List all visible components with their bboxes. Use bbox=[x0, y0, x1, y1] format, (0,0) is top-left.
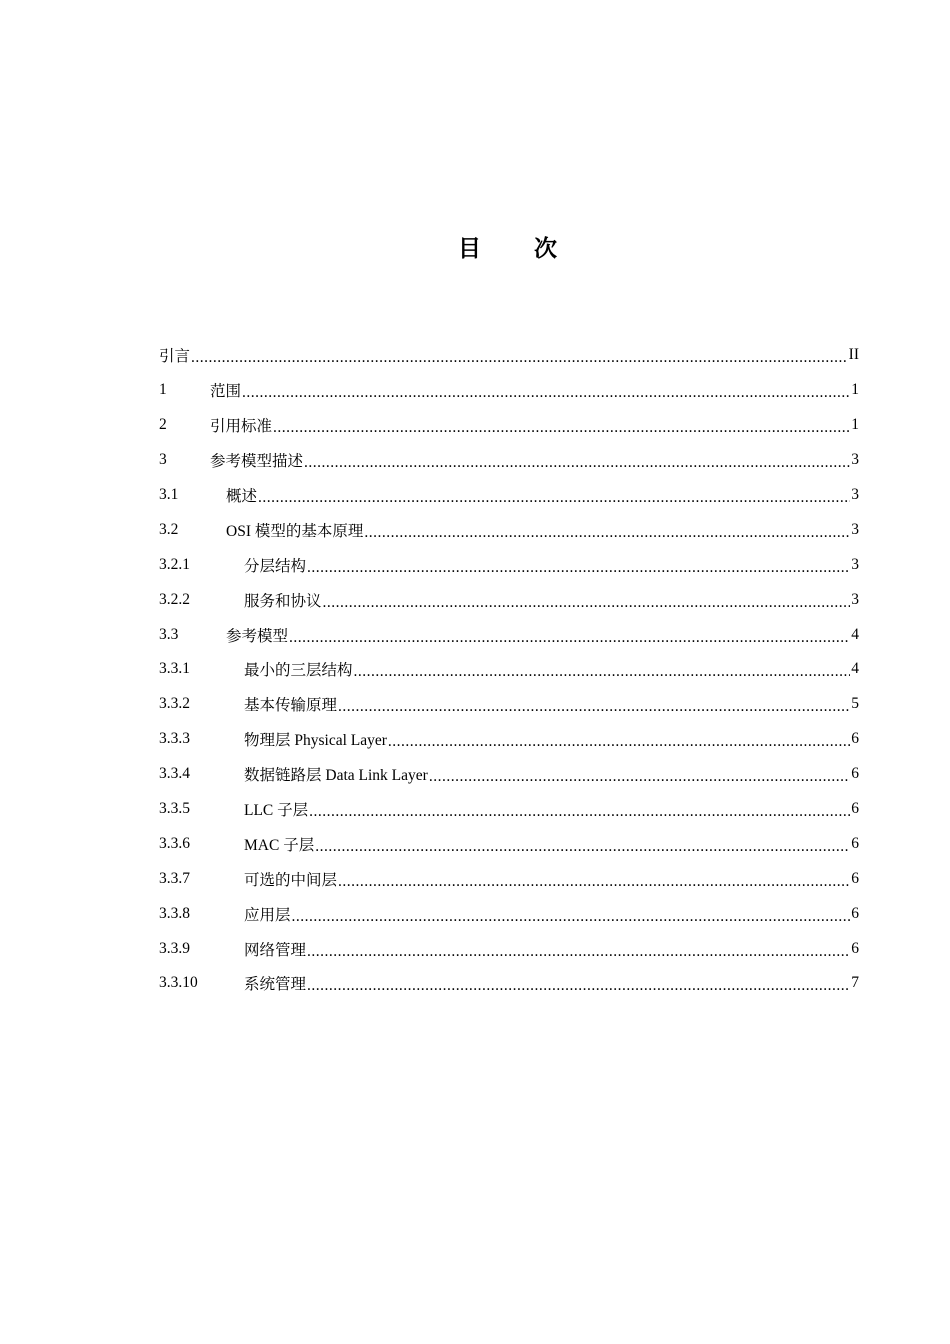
toc-entry-title: 最小的三层结构 bbox=[244, 662, 353, 680]
toc-dot-leader bbox=[191, 349, 848, 367]
toc-entry-page: 6 bbox=[851, 904, 859, 922]
toc-entry-title: 可选的中间层 bbox=[244, 871, 338, 889]
toc-entry[interactable] bbox=[159, 408, 859, 443]
toc-entry[interactable] bbox=[159, 652, 859, 687]
toc-entry-number: 3.3.6 bbox=[159, 834, 190, 852]
toc-entry-page: 3 bbox=[851, 520, 859, 538]
toc-entry-page: 5 bbox=[851, 695, 859, 713]
toc-entry[interactable] bbox=[159, 757, 859, 792]
toc-entry-page: 6 bbox=[851, 834, 859, 852]
toc-entry[interactable] bbox=[159, 443, 859, 478]
toc-entry-title: MAC 子层 bbox=[244, 836, 315, 854]
toc-entry-number: 3.2 bbox=[159, 520, 179, 538]
toc-entry-title: 引言 bbox=[159, 348, 191, 366]
toc-dot-leader bbox=[307, 559, 850, 577]
toc-entry-page: 6 bbox=[851, 765, 859, 783]
toc-entry[interactable] bbox=[159, 861, 859, 896]
toc-entry-page: 6 bbox=[851, 800, 859, 818]
toc-entry-number: 3.3.2 bbox=[159, 695, 190, 713]
table-of-contents bbox=[159, 338, 859, 1001]
toc-dot-leader bbox=[309, 803, 850, 821]
toc-entry-title: 参考模型描述 bbox=[210, 453, 304, 471]
toc-entry-page: 3 bbox=[851, 555, 859, 573]
toc-entry-number: 3.3.9 bbox=[159, 939, 190, 957]
title-char-2: 次 bbox=[534, 236, 557, 262]
title-char-1: 目 bbox=[458, 236, 481, 262]
toc-entry-number: 3.3.8 bbox=[159, 904, 190, 922]
toc-dot-leader bbox=[289, 629, 850, 647]
toc-entry-title: 应用层 bbox=[244, 906, 291, 924]
toc-dot-leader bbox=[292, 908, 851, 926]
toc-entry[interactable] bbox=[159, 338, 859, 373]
toc-entry-title: 网络管理 bbox=[244, 941, 307, 959]
toc-entry-number: 3.2.1 bbox=[159, 555, 190, 573]
toc-dot-leader bbox=[364, 524, 850, 542]
toc-entry-page: 3 bbox=[851, 486, 859, 503]
toc-entry-number: 2 bbox=[159, 416, 167, 434]
toc-entry-title: 服务和协议 bbox=[244, 592, 322, 610]
toc-entry[interactable] bbox=[159, 966, 859, 1001]
toc-entry-page: 4 bbox=[851, 660, 859, 678]
toc-entry-number: 3.3.7 bbox=[159, 869, 190, 887]
toc-entry-title: 参考模型 bbox=[226, 627, 289, 645]
toc-dot-leader bbox=[338, 698, 850, 716]
toc-entry[interactable] bbox=[159, 373, 859, 408]
toc-entry-page: 1 bbox=[851, 381, 859, 399]
toc-entry-page: 6 bbox=[851, 869, 859, 887]
toc-entry[interactable] bbox=[159, 896, 859, 931]
toc-entry-page: 7 bbox=[851, 974, 859, 992]
toc-entry[interactable] bbox=[159, 687, 859, 722]
toc-entry-page: 4 bbox=[851, 625, 859, 643]
toc-entry-number: 3.3 bbox=[159, 625, 179, 643]
toc-entry-page: 6 bbox=[851, 939, 859, 957]
toc-dot-leader bbox=[388, 733, 850, 751]
toc-entry-title: OSI 模型的基本原理 bbox=[226, 522, 364, 540]
toc-entry-title: 引用标准 bbox=[210, 418, 273, 436]
toc-entry-page: 1 bbox=[851, 416, 859, 434]
toc-entry-page: II bbox=[848, 346, 859, 364]
toc-dot-leader bbox=[307, 977, 850, 995]
toc-entry[interactable] bbox=[159, 478, 859, 513]
toc-dot-leader bbox=[242, 384, 850, 402]
toc-entry-number: 3.3.4 bbox=[159, 765, 190, 783]
toc-entry-title: 数据链路层 Data Link Layer bbox=[244, 767, 428, 785]
toc-entry-page: 6 bbox=[851, 730, 859, 748]
toc-entry[interactable] bbox=[159, 722, 859, 757]
toc-dot-leader bbox=[354, 663, 851, 681]
toc-entry-title: 基本传输原理 bbox=[244, 697, 338, 715]
toc-dot-leader bbox=[273, 419, 850, 437]
toc-entry-title: 范围 bbox=[210, 383, 242, 401]
toc-entry[interactable] bbox=[159, 792, 859, 827]
toc-entry-number: 3.2.2 bbox=[159, 590, 190, 608]
toc-entry-number: 1 bbox=[159, 381, 167, 399]
toc-dot-leader bbox=[315, 838, 850, 856]
toc-dot-leader bbox=[304, 454, 850, 472]
toc-entry-title: 分层结构 bbox=[244, 557, 307, 575]
toc-entry[interactable] bbox=[159, 617, 859, 652]
toc-entry[interactable] bbox=[159, 931, 859, 966]
toc-entry[interactable] bbox=[159, 582, 859, 617]
toc-entry-title: 物理层 Physical Layer bbox=[244, 732, 387, 750]
toc-entry[interactable] bbox=[159, 826, 859, 861]
toc-entry-number: 3.3.10 bbox=[159, 974, 198, 992]
toc-dot-leader bbox=[323, 594, 851, 612]
toc-dot-leader bbox=[338, 873, 850, 891]
toc-dot-leader bbox=[258, 489, 850, 507]
toc-dot-leader bbox=[429, 768, 850, 786]
toc-entry[interactable] bbox=[159, 547, 859, 582]
toc-entry-number: 3.1 bbox=[159, 486, 179, 503]
toc-entry-title: LLC 子层 bbox=[244, 802, 309, 820]
toc-entry-number: 3.3.5 bbox=[159, 800, 190, 818]
toc-dot-leader bbox=[307, 943, 850, 961]
toc-entry[interactable] bbox=[159, 512, 859, 547]
toc-entry-title: 概述 bbox=[226, 488, 258, 505]
toc-entry-number: 3 bbox=[159, 451, 167, 469]
toc-entry-number: 3.3.3 bbox=[159, 730, 190, 748]
toc-entry-number: 3.3.1 bbox=[159, 660, 190, 678]
page-title bbox=[0, 232, 950, 266]
toc-entry-title: 系统管理 bbox=[244, 976, 307, 994]
toc-entry-page: 3 bbox=[851, 451, 859, 469]
toc-entry-page: 3 bbox=[851, 590, 859, 608]
